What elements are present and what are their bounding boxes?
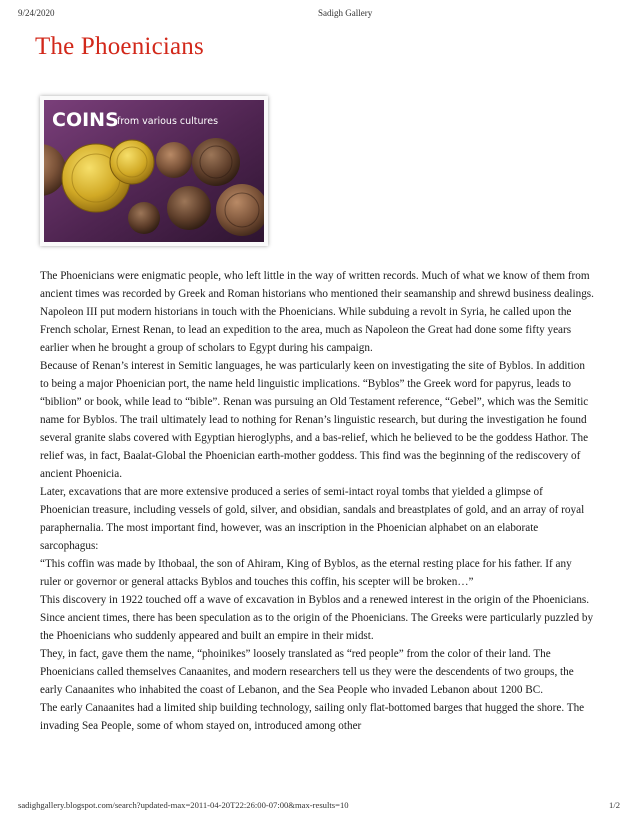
article-paragraph: Later, excavations that are more extensive produced a series of semi-intact royal tombs that yielded a glimpse of Phoenician treasure, including vessels of gold, silver, and obsidian, sandals and breastplates of gold, and an array of royal paraphernalia. The most important find, however, was an inscription in the Phoenician alphabet on an elaborate sarcophagus:: [40, 486, 585, 552]
site-name: Sadigh Gallery: [318, 8, 373, 18]
print-footer: [18, 800, 620, 814]
article-paragraph: Because of Renan’s interest in Semitic languages, he was particularly keen on investigating the site of Byblos. In addition to being a major Phoenician port, the name held linguistic implications. “Byblos” the Greek word for papyrus, leads to “biblion” or book, while lead to “bible”. Renan was pursuing an Old Testament reference, “Gebel”, which was the Semitic name for Byblos. The trail ultimately lead to nothing for Renan’s linguistic research, but during the investigation he found several granite slabs covered with Egyptian hieroglyphs, and a bas-relief, which he believed to be the goddess Hathor. The relief was, in fact, Baalat-Global the Phoenician earth-mother goddess. This find was the beginning of the rediscovery of ancient Phoenicia.: [40, 360, 589, 480]
article-paragraph: Napoleon III put modern historians in touch with the Phoenicians. While subduing a revolt in Syria, he called upon the French scholar, Ernest Renan, to lead an expedition to the area, much as Napoleon the Great had done some fifty years earlier when he brought a group of scholars to Egypt during his campaign.: [40, 306, 572, 354]
article-paragraph: This discovery in 1922 touched off a wave of excavation in Byblos and a renewed interest in the origin of the Phoenicians. Since ancient times, there has been speculation as to the origin of the Phoenicians. The Greeks were particularly puzzled by the Phoenicians who suddenly appeared and built an empire in their midst.: [40, 594, 594, 642]
post-title[interactable]: The Phoenicians: [35, 33, 204, 60]
page-number: 1/2: [609, 800, 620, 810]
print-date: 9/24/2020: [18, 8, 55, 18]
coins-image-art: [44, 100, 264, 242]
article-body: [40, 267, 595, 735]
bronze-coin-2: [192, 138, 240, 186]
image-caption-small: from various cultures: [117, 116, 219, 127]
image-caption-big: COINS: [52, 109, 119, 131]
article-paragraph: “This coffin was made by Ithobaal, the son of Ahiram, King of Byblos, as the eternal resting place for his father. If any ruler or governor or general attacks Byblos and touches this coffin, his scepter will be broken…”: [40, 558, 572, 588]
coins-image[interactable]: [40, 96, 268, 246]
print-header: [18, 8, 620, 22]
article-paragraph: They, in fact, gave them the name, “phoinikes” loosely translated as “red people” from the color of their land. The Phoenicians called themselves Canaanites, and modern researchers tell us they were the descendents of two groups, the early Canaanites who inhabited the coast of Lebanon, and the Sea People who invaded Lebanon about 1200 BC.: [40, 648, 574, 696]
bronze-coin-1: [156, 142, 192, 178]
article-paragraph: The early Canaanites had a limited ship building technology, sailing only flat-bottomed barges that hugged the shore. The invading Sea People, some of whom stayed on, introduced among other: [40, 702, 585, 732]
bronze-coin-5: [128, 202, 160, 234]
article-paragraph: The Phoenicians were enigmatic people, who left little in the way of written records. Much of what we know of them from ancient times was recorded by Greek and Roman historians who mentioned their seamanship and shrewd business dealings.: [40, 270, 594, 300]
print-url: sadighgallery.blogspot.com/search?updated-max=2011-04-20T22:26:00-07:00&max-results=10: [18, 800, 349, 810]
bronze-coin-3: [167, 186, 211, 230]
